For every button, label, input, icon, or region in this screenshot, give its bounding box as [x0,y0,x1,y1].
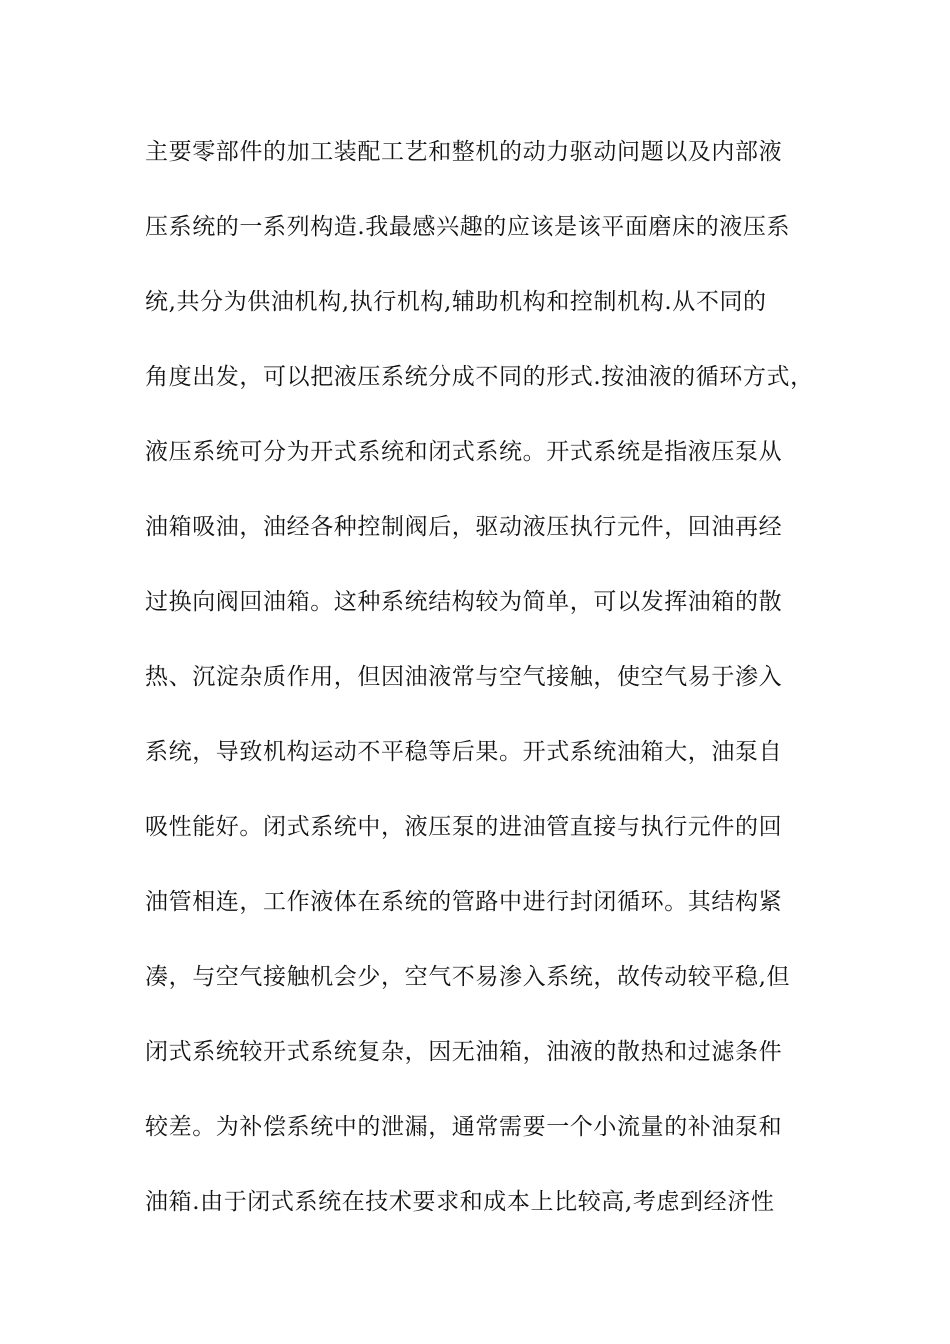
text-line-10: 吸性能好。闭式系统中，液压泵的进油管直接与执行元件的回 [145,814,783,840]
body-text [145,128,845,1253]
text-line-7: 过换向阀回油箱。这种系统结构较为简单，可以发挥油箱的散 [145,589,783,615]
text-line-5: 液压系统可分为开式系统和闭式系统。开式系统是指液压泵从 [145,439,783,465]
text-line-12: 凑，与空气接触机会少，空气不易渗入系统，故传动较平稳,但 [145,964,791,990]
text-line-14: 较差。为补偿系统中的泄漏，通常需要一个小流量的补油泵和 [145,1114,783,1140]
text-line-3: 统,共分为供油机构,执行机构,辅助机构和控制机构.从不同的 [145,289,767,315]
text-line-9: 系统，导致机构运动不平稳等后果。开式系统油箱大，油泵自 [145,739,783,765]
text-line-2: 压系统的一系列构造.我最感兴趣的应该是该平面磨床的液压系 [145,214,791,240]
text-line-6: 油箱吸油，油经各种控制阀后，驱动液压执行元件，回油再经 [145,514,783,540]
text-line-15: 油箱.由于闭式系统在技术要求和成本上比较高,考虑到经济性 [145,1189,775,1215]
text-line-11: 油管相连，工作液体在系统的管路中进行封闭循环。其结构紧 [145,889,783,915]
text-line-8: 热、沉淀杂质作用，但因油液常与空气接触，使空气易于渗入 [145,664,783,690]
text-line-13: 闭式系统较开式系统复杂，因无油箱，油液的散热和过滤条件 [145,1039,783,1065]
text-line-4: 角度出发，可以把液压系统分成不同的形式.按油液的循环方式， [145,364,814,390]
text-line-1: 主要零部件的加工装配工艺和整机的动力驱动问题以及内部液 [145,139,783,165]
